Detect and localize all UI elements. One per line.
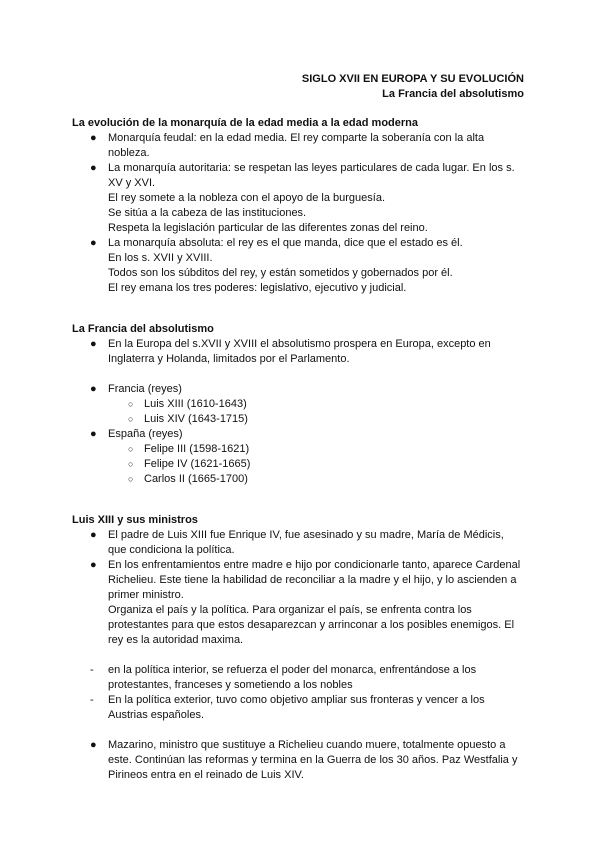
bullet-icon: ● (90, 739, 97, 751)
section-list-francia (72, 337, 532, 487)
list-item: ● La monarquía autoritaria: se respetan las leyes particulares de cada lugar. En los s. XV y XVI. El rey somete a la nobleza con el apoyo de la burguesía. Se sitúa a la cabeza de las instituciones. Respeta la legislación particular de las diferentes zonas del reino. (90, 162, 515, 234)
circle-bullet-icon: ○ (128, 474, 134, 484)
list-item: ● Monarquía feudal: en la edad media. El rey comparte la soberanía con la alta nobleza. (90, 132, 485, 159)
list-item: ● Mazarino, ministro que sustituye a Richelieu cuando muere, totalmente opuesto a este. Continúan las reformas y termina en la Guerra de los 30 años. Paz Westfalia y Pirineos entra en el reinado de Luis XIV. (90, 739, 518, 781)
circle-bullet-icon: ○ (128, 414, 134, 424)
circle-bullet-icon: ○ (128, 399, 134, 409)
document-subtitle: La Francia del absolutismo (382, 88, 524, 100)
sub-list-item: ○ Luis XIV (1643-1715) (128, 413, 248, 425)
list-item: ● El padre de Luis XIII fue Enrique IV, fue asesinado y su madre, María de Médicis, que condiciona la política. (90, 529, 504, 556)
dash-icon: - (90, 694, 94, 706)
section-heading-luis-xiii: Luis XIII y sus ministros (72, 514, 198, 526)
list-item: ● España (reyes) (90, 428, 183, 440)
bullet-icon: ● (90, 529, 97, 541)
bullet-icon: ● (90, 338, 97, 350)
section-list-evolucion (72, 131, 532, 296)
list-item: ● En la Europa del s.XVII y XVIII el absolutismo prospera en Europa, excepto en Inglaterra y Holanda, limitados por el Parlamento. (90, 338, 491, 365)
bullet-icon: ● (90, 559, 97, 571)
list-item: ● La monarquía absoluta: el rey es el que manda, dice que el estado es él. En los s. XVII y XVIII. Todos son los súbditos del rey, y están sometidos y gobernados por él. El rey emana los tres poderes: legislativo, ejecutivo y judicial. (90, 237, 463, 294)
circle-bullet-icon: ○ (128, 459, 134, 469)
section-heading-francia: La Francia del absolutismo (72, 323, 214, 335)
circle-bullet-icon: ○ (128, 444, 134, 454)
section-list-luis-xiii (72, 528, 532, 783)
list-item: ● Francia (reyes) (90, 383, 182, 395)
dash-icon: - (90, 664, 94, 676)
bullet-icon: ● (90, 237, 97, 249)
document-title: SIGLO XVII EN EUROPA Y SU EVOLUCIÓN (301, 73, 524, 85)
dash-item: - En la política exterior, tuvo como objetivo ampliar sus fronteras y vencer a los Austrias españoles. (90, 694, 485, 721)
sub-list-item: ○ Felipe III (1598-1621) (128, 443, 250, 455)
dash-item: - en la política interior, se refuerza el poder del monarca, enfrentándose a los protestantes, franceses y sometiendo a los nobles (90, 664, 477, 691)
bullet-icon: ● (90, 383, 97, 395)
section-heading-evolucion: La evolución de la monarquía de la edad media a la edad moderna (72, 117, 418, 129)
bullet-icon: ● (90, 428, 97, 440)
sub-list-item: ○ Luis XIII (1610-1643) (128, 398, 247, 410)
sub-list-item: ○ Felipe IV (1621-1665) (128, 458, 251, 470)
bullet-icon: ● (90, 132, 97, 144)
sub-list-item: ○ Carlos II (1665-1700) (128, 473, 248, 485)
bullet-icon: ● (90, 162, 97, 174)
list-item: ● En los enfrentamientos entre madre e hijo por condicionarle tanto, aparece Cardenal Richelieu. Este tiene la habilidad de reconciliar a la madre y el hijo, y lo ascienden a primer ministro. Organiza el país y la política. Para organizar el país, se enfrenta contra los protestantes para que estos desaparezcan y arrinconar a los posibles enemigos. El rey es la autoridad maxima. (90, 559, 521, 646)
